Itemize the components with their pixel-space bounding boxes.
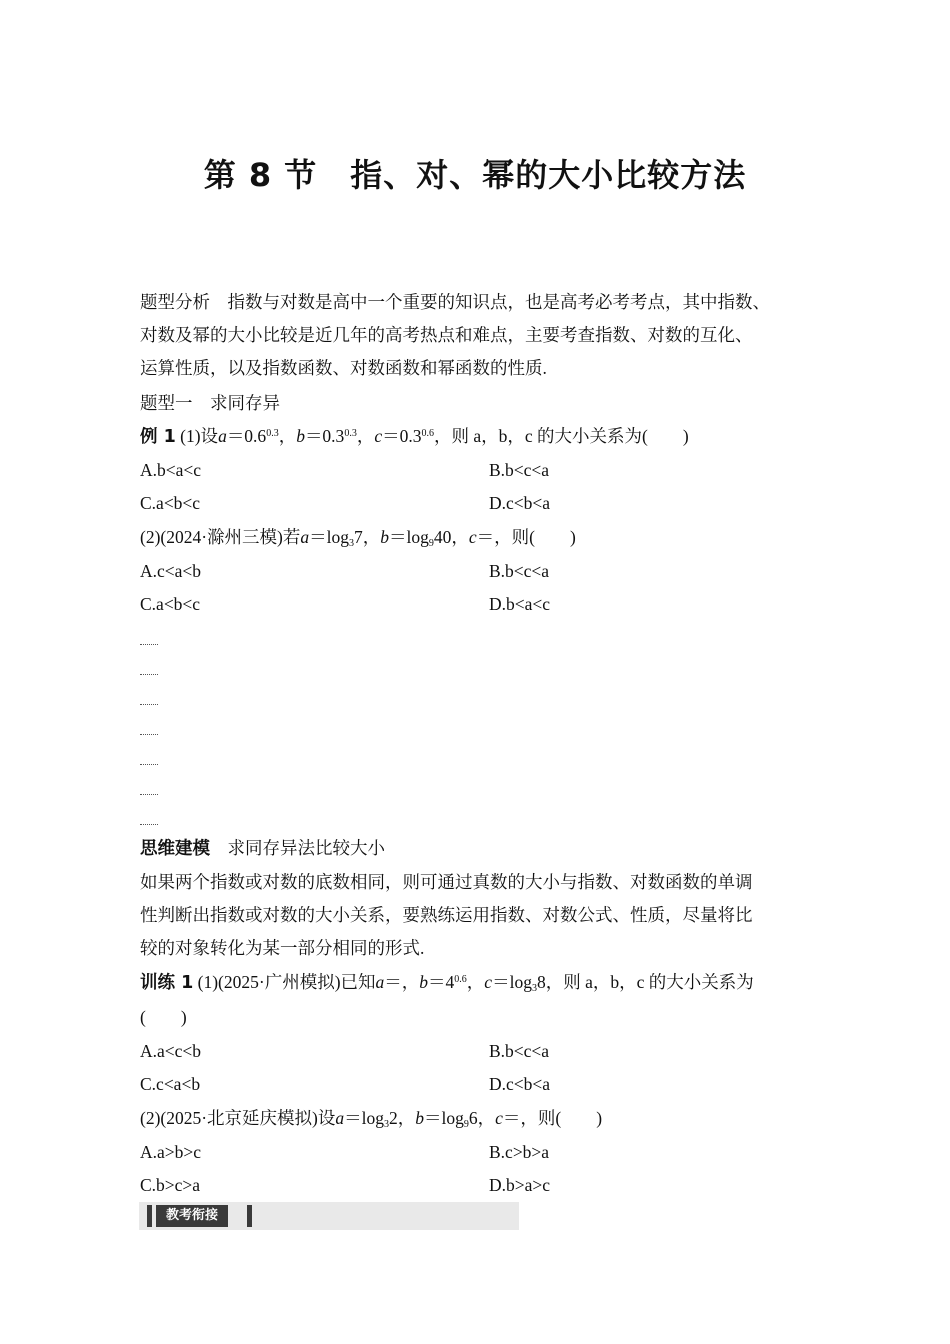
- answer-paren: ( ): [140, 1007, 187, 1027]
- exercise-label: 训练 1: [140, 973, 194, 993]
- option-c[interactable]: C.a<b<c: [140, 594, 201, 614]
- option-d[interactable]: D.c<b<a: [489, 1074, 551, 1094]
- option-a[interactable]: A.b<a<c: [140, 460, 202, 480]
- option-b[interactable]: B.b<c<a: [489, 561, 550, 581]
- option-d[interactable]: D.b>a>c: [489, 1175, 551, 1195]
- option-a[interactable]: A.a>b>c: [140, 1142, 202, 1162]
- intro-label: 题型分析: [140, 292, 210, 312]
- answer-dots: [140, 794, 158, 795]
- intro-line-1: 题型分析 指数与对数是高中一个重要的知识点，也是高考必考考点，其中指数、: [140, 292, 770, 312]
- method-heading: 思维建模 求同存异法比较大小: [140, 838, 385, 859]
- method-label: 思维建模: [140, 839, 210, 859]
- answer-dots: [140, 704, 158, 705]
- answer-dots: [140, 824, 158, 825]
- intro-line-3: 运算性质，以及指数函数、对数函数和幂函数的性质.: [140, 358, 547, 378]
- example-label: 例 1: [140, 427, 176, 447]
- exercise1-q1: 训练 1 (1)(2025·广州模拟)已知a＝，$b=4^{0.6}$，$c=\log_38$，则 a，b，c 的大小关系为: [140, 972, 754, 994]
- option-b[interactable]: B.c>b>a: [489, 1142, 550, 1162]
- option-a[interactable]: A.c<a<b: [140, 561, 202, 581]
- banner-label: 教考衔接: [156, 1205, 228, 1227]
- answer-dots: [140, 644, 158, 645]
- option-b[interactable]: B.b<c<a: [489, 1041, 550, 1061]
- answer-dots: [140, 674, 158, 675]
- example1-q2: (2)(2024·滁州三模)若$a=\log_37$，$b=\log_940$，c＝，则( ): [140, 527, 576, 549]
- method-line-2: 性判断出指数或对数的大小关系，要熟练运用指数、对数公式、性质，尽量将比: [140, 905, 753, 925]
- section-banner: [139, 1202, 519, 1230]
- option-c[interactable]: C.b>c>a: [140, 1175, 201, 1195]
- intro-line-2: 对数及幂的大小比较是近几年的高考热点和难点，主要考查指数、对数的互化、: [140, 325, 753, 345]
- page-title: 第 8 节 指、对、幂的大小比较方法: [203, 156, 747, 194]
- answer-dots: [140, 734, 158, 735]
- banner-bar-right: [247, 1205, 252, 1227]
- option-d[interactable]: D.c<b<a: [489, 493, 551, 513]
- method-line-1: 如果两个指数或对数的底数相同，则可通过真数的大小与指数、对数函数的单调: [140, 872, 753, 892]
- answer-dots: [140, 764, 158, 765]
- method-line-3: 较的对象转化为某一部分相同的形式.: [140, 938, 425, 958]
- example1-q1: 例 1 (1)设$a=0.6^{0.3}$，$b=0.3^{0.3}$，$c=0.3^{0.6}$，则 a，b，c 的大小关系为( ): [140, 426, 689, 447]
- option-a[interactable]: A.a<c<b: [140, 1041, 202, 1061]
- banner-bar-left: [147, 1205, 152, 1227]
- option-d[interactable]: D.b<a<c: [489, 594, 551, 614]
- section-heading: 题型一 求同存异: [140, 393, 280, 413]
- option-b[interactable]: B.b<c<a: [489, 460, 550, 480]
- exercise1-q2: (2)(2025·北京延庆模拟)设$a=\log_32$，$b=\log_96$，c＝，则( ): [140, 1108, 603, 1130]
- option-c[interactable]: C.c<a<b: [140, 1074, 201, 1094]
- option-c[interactable]: C.a<b<c: [140, 493, 201, 513]
